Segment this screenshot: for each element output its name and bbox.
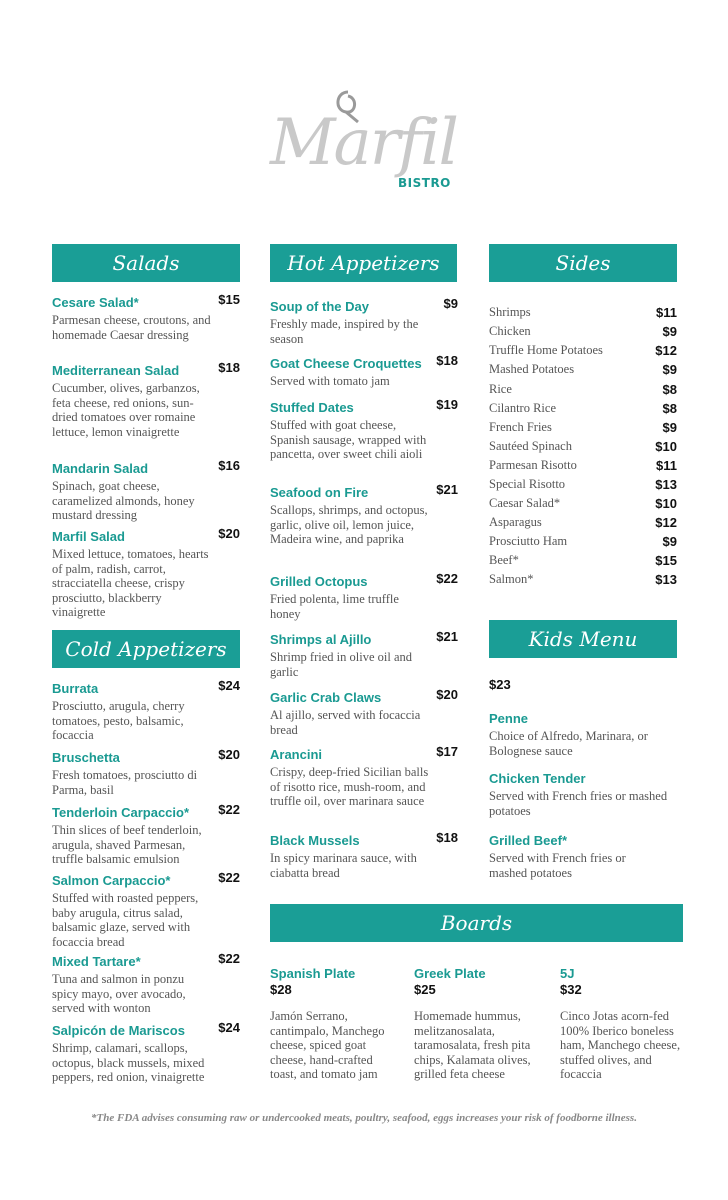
item-price: $22 — [218, 951, 240, 966]
side-item — [489, 343, 677, 362]
side-price: $15 — [655, 553, 677, 568]
item-price: $20 — [218, 747, 240, 762]
side-name: Prosciutto Ham — [489, 534, 568, 548]
side-name: Sautéed Spinach — [489, 439, 572, 453]
side-name: Truffle Home Potatoes — [489, 343, 603, 357]
hot-appetizers-banner — [270, 244, 457, 282]
menu-item — [52, 360, 240, 439]
side-item — [489, 458, 677, 477]
menu-item — [52, 458, 240, 523]
item-desc: Fresh tomatoes, prosciutto di Parma, basil — [52, 768, 198, 797]
side-price: $11 — [656, 458, 677, 473]
item-desc: Scallops, shrimps, and octopus, garlic, olive oil, lemon juice, Madeira wine, and paprika — [270, 503, 428, 546]
item-name: Cesare Salad* — [52, 295, 139, 310]
item-desc: Freshly made, inspired by the season — [270, 317, 419, 346]
item-price: $21 — [436, 629, 458, 644]
item-price: $22 — [436, 571, 458, 586]
side-item — [489, 305, 677, 324]
side-price: $9 — [662, 534, 677, 549]
side-name: Special Risotto — [489, 477, 566, 491]
item-desc: Stuffed with goat cheese, Spanish sausage, wrapped with pancetta, over sweet chili aioli — [270, 418, 427, 461]
item-desc: Thin slices of beef tenderloin, arugula, shaved Parmesan, truffle balsamic emulsion — [52, 823, 202, 866]
fda-disclaimer: *The FDA advises consuming raw or undercooked meats, poultry, seafood, eggs increases your risk of foodborne illness. — [91, 1112, 637, 1124]
item-desc: Mixed lettuce, tomatoes, hearts of palm, radish, carrot, stracciatella cheese, crispy prosciutto, blackberry vinaigrette — [52, 547, 209, 619]
sides-banner — [489, 244, 677, 282]
side-name: Asparagus — [489, 515, 542, 529]
hot-appetizers-title: Hot Appetizers — [287, 251, 440, 275]
item-price: $20 — [436, 687, 458, 702]
item-desc: Prosciutto, arugula, cherry tomatoes, pesto, balsamic, focaccia — [52, 699, 185, 742]
side-price: $13 — [655, 477, 677, 492]
board-name: 5J — [560, 966, 575, 981]
side-price: $9 — [662, 324, 677, 339]
side-price: $8 — [662, 382, 677, 397]
side-item — [489, 496, 677, 515]
item-price: $24 — [218, 678, 240, 693]
item-name: Black Mussels — [270, 833, 360, 848]
item-price: $18 — [436, 830, 458, 845]
side-name: Parmesan Risotto — [489, 458, 577, 472]
item-name: Grilled Beef* — [489, 833, 568, 848]
menu-item — [270, 296, 458, 346]
side-item — [489, 382, 677, 401]
board-item — [414, 966, 544, 1082]
menu-item — [270, 482, 458, 547]
item-name: Garlic Crab Claws — [270, 690, 382, 705]
menu-item — [52, 802, 240, 867]
item-price: $16 — [218, 458, 240, 473]
item-name: Shrimps al Ajillo — [270, 632, 372, 647]
menu-item — [489, 768, 677, 818]
side-item — [489, 534, 677, 553]
side-name: Mashed Potatoes — [489, 362, 575, 376]
board-desc: Cinco Jotas acorn-fed 100% Iberico boneless ham, Manchego cheese, stuffed olives, and focaccia — [560, 1009, 681, 1081]
menu-item — [489, 708, 677, 758]
side-name: Chicken — [489, 324, 531, 338]
item-price: $22 — [218, 802, 240, 817]
item-desc: Stuffed with roasted peppers, baby arugula, citrus salad, balsamic glaze, served with focaccia bread — [52, 891, 199, 949]
item-desc: Served with French fries or mashed potatoes — [489, 851, 626, 880]
sides-title: Sides — [555, 251, 611, 275]
menu-item — [270, 744, 458, 809]
board-price: $32 — [560, 982, 582, 997]
side-price: $8 — [662, 401, 677, 416]
side-item — [489, 572, 677, 591]
board-desc: Homemade hummus, melitzanosalata, taramosalata, fresh pita chips, Kalamata olives, grilled feta cheese — [414, 1009, 531, 1081]
item-price: $17 — [436, 744, 458, 759]
menu-item — [52, 1020, 240, 1085]
item-name: Marfil Salad — [52, 529, 125, 544]
menu-item — [52, 292, 240, 342]
side-item — [489, 401, 677, 420]
kids-menu-banner — [489, 620, 677, 658]
board-price: $28 — [270, 982, 292, 997]
item-desc: Tuna and salmon in ponzu spicy mayo, over avocado, served with wonton — [52, 972, 186, 1015]
item-name: Burrata — [52, 681, 99, 696]
cold-appetizers-title: Cold Appetizers — [65, 637, 227, 661]
board-item — [560, 966, 684, 1082]
side-price: $10 — [655, 496, 677, 511]
menu-item — [270, 629, 458, 679]
menu-item — [489, 830, 677, 880]
item-name: Mandarin Salad — [52, 461, 149, 476]
item-desc: Served with French fries or mashed potatoes — [489, 789, 668, 818]
kids-menu-title: Kids Menu — [528, 627, 638, 651]
menu-item — [270, 571, 458, 621]
item-name: Chicken Tender — [489, 771, 586, 786]
item-price: $22 — [218, 870, 240, 885]
item-price: $21 — [436, 482, 458, 497]
side-item — [489, 324, 677, 343]
board-item — [270, 966, 400, 1082]
item-name: Mediterranean Salad — [52, 363, 180, 378]
menu-item — [52, 526, 240, 620]
side-item — [489, 477, 677, 496]
board-name: Spanish Plate — [270, 966, 356, 981]
item-desc: Shrimp fried in olive oil and garlic — [270, 650, 412, 679]
item-price: $20 — [218, 526, 240, 541]
item-price: $24 — [218, 1020, 240, 1035]
item-name: Seafood on Fire — [270, 485, 369, 500]
side-name: Rice — [489, 382, 512, 396]
side-price: $12 — [655, 515, 677, 530]
item-name: Arancini — [270, 747, 323, 762]
item-desc: Shrimp, calamari, scallops, octopus, black mussels, mixed peppers, red onion, vinaigrette — [52, 1041, 205, 1084]
item-desc: Cucumber, olives, garbanzos, feta cheese, red onions, sun-dried tomatoes over romaine lettuce, lemon vinaigrette — [52, 381, 200, 439]
item-name: Penne — [489, 711, 529, 726]
logo — [270, 88, 460, 198]
item-name: Tenderloin Carpaccio* — [52, 805, 190, 820]
item-name: Stuffed Dates — [270, 400, 354, 415]
item-desc: Al ajillo, served with focaccia bread — [270, 708, 421, 737]
side-name: Shrimps — [489, 305, 531, 319]
side-name: Caesar Salad* — [489, 496, 561, 510]
item-name: Salpicón de Mariscos — [52, 1023, 185, 1038]
item-desc: Spinach, goat cheese, caramelized almonds, honey mustard dressing — [52, 479, 195, 522]
side-item — [489, 515, 677, 534]
side-name: Salmon* — [489, 572, 534, 586]
item-desc: Served with tomato jam — [270, 374, 390, 388]
menu-item — [270, 830, 458, 880]
menu-item — [270, 353, 458, 389]
item-desc: Choice of Alfredo, Marinara, or Bolognese sauce — [489, 729, 648, 758]
side-price: $9 — [662, 362, 677, 377]
side-price: $12 — [655, 343, 677, 358]
side-price: $13 — [655, 572, 677, 587]
logo-wordmark: Marfil — [270, 106, 457, 180]
side-price: $9 — [662, 420, 677, 435]
logo-subtitle: BISTRO — [398, 176, 451, 190]
menu-item — [52, 870, 240, 949]
side-item — [489, 439, 677, 458]
board-desc: Jamón Serrano, cantimpalo, Manchego cheese, spiced goat cheese, hand-crafted toast, and tomato jam — [270, 1009, 385, 1081]
board-price: $25 — [414, 982, 436, 997]
side-name: Cilantro Rice — [489, 401, 556, 415]
item-name: Mixed Tartare* — [52, 954, 141, 969]
side-item — [489, 362, 677, 381]
kids-menu-price: $23 — [489, 677, 511, 692]
board-name: Greek Plate — [414, 966, 486, 981]
boards-banner — [270, 904, 683, 942]
item-price: $18 — [436, 353, 458, 368]
item-desc: Crispy, deep-fried Sicilian balls of risotto rice, mush-room, and truffle oil, over marinara sauce — [270, 765, 429, 808]
item-price: $15 — [218, 292, 240, 307]
side-item — [489, 420, 677, 439]
menu-item — [270, 687, 458, 737]
menu-item — [52, 951, 240, 1016]
menu-item — [270, 397, 458, 462]
item-price: $18 — [218, 360, 240, 375]
salads-banner — [52, 244, 240, 282]
item-desc: Parmesan cheese, croutons, and homemade Caesar dressing — [52, 313, 211, 342]
item-price: $9 — [443, 296, 458, 311]
side-name: French Fries — [489, 420, 552, 434]
item-name: Salmon Carpaccio* — [52, 873, 171, 888]
item-price: $19 — [436, 397, 458, 412]
item-name: Grilled Octopus — [270, 574, 368, 589]
boards-title: Boards — [440, 911, 513, 935]
side-price: $10 — [655, 439, 677, 454]
item-desc: In spicy marinara sauce, with ciabatta bread — [270, 851, 417, 880]
menu-item — [52, 678, 240, 743]
cold-appetizers-banner — [52, 630, 240, 668]
item-name: Goat Cheese Croquettes — [270, 356, 422, 371]
item-desc: Fried polenta, lime truffle honey — [270, 592, 399, 621]
item-name: Soup of the Day — [270, 299, 369, 314]
side-name: Beef* — [489, 553, 519, 567]
item-name: Bruschetta — [52, 750, 120, 765]
side-item — [489, 553, 677, 572]
side-price: $11 — [656, 305, 677, 320]
menu-item — [52, 747, 240, 797]
salads-title: Salads — [112, 251, 180, 275]
